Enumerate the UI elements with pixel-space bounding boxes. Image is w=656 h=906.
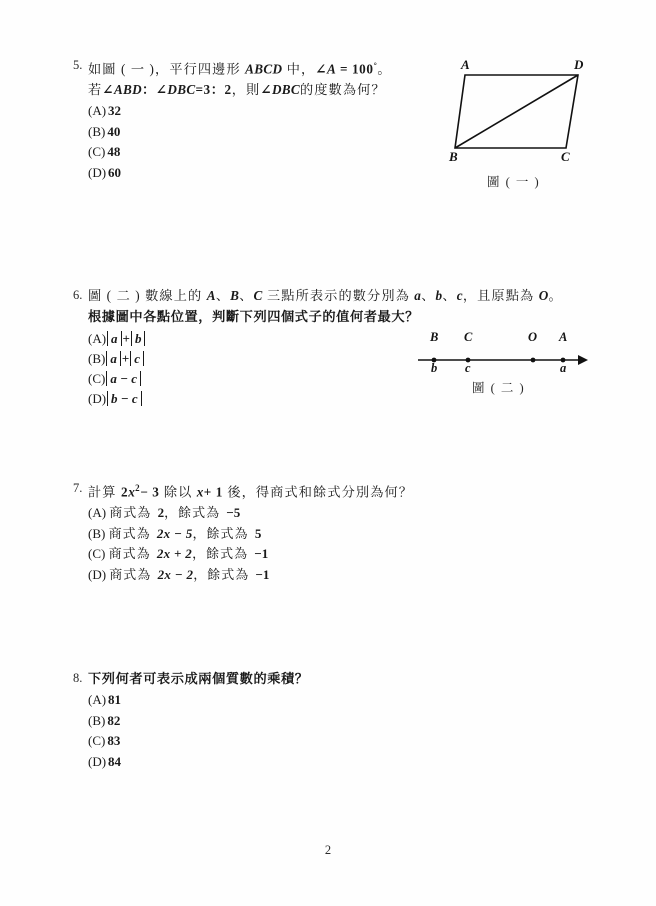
q7-var-x-2: x: [196, 484, 204, 500]
option-label: (D): [88, 566, 107, 582]
q6-value-b: b: [435, 288, 443, 303]
option-label: (D): [88, 391, 107, 406]
option-text-prefix: 商式為: [109, 566, 156, 582]
question-8-options: [88, 690, 442, 772]
q5-ratio-colon: ：: [141, 82, 156, 98]
option-label: (C): [88, 371, 106, 386]
q6-value-a: a: [414, 288, 422, 303]
q7-coefficient: 2: [120, 484, 129, 500]
option-quotient: 2x − 2: [157, 566, 194, 582]
question-5-stem-line-1: [88, 55, 442, 79]
option-row[interactable]: [88, 503, 462, 524]
question-8-stem: 下列何者可表示成兩個質數的乘積？: [88, 671, 309, 686]
option-row[interactable]: [88, 565, 462, 586]
option-label: (C): [88, 144, 106, 160]
question-6-stem-line-2: 根據圖中各點位置，判斷下列四個式子的值何者最大？: [88, 309, 419, 324]
q6-point-b: B: [230, 288, 240, 303]
option-label: (B): [88, 712, 106, 728]
q6-origin-o: O: [538, 288, 549, 303]
option-row[interactable]: [88, 731, 442, 752]
option-row[interactable]: [88, 524, 462, 545]
question-8-body: [88, 668, 442, 772]
page-number: 2: [324, 843, 332, 857]
q7-exponent: 2: [135, 483, 141, 493]
q5-l2-text-2: ，則: [231, 82, 261, 98]
q6-l1-end: 。: [548, 288, 563, 303]
figure-2-caption: 圖 ( 二 ): [472, 381, 526, 395]
question-5-body: [88, 55, 442, 183]
number-line-lower-label-b: b: [431, 361, 438, 375]
option-quotient: 2x + 2: [156, 546, 193, 562]
option-label: (B): [88, 351, 106, 366]
q5-var-dbc-1: DBC: [167, 82, 196, 98]
option-operator: +: [121, 351, 130, 366]
option-label: (B): [88, 123, 106, 139]
option-label: (C): [88, 733, 106, 748]
q5-l2-text-1: 若: [88, 82, 103, 98]
q6-sep-1: 、: [215, 288, 231, 303]
option-value: 40: [107, 123, 121, 139]
question-7: [62, 478, 462, 585]
option-value: 83: [107, 733, 121, 748]
q6-point-c: C: [253, 288, 263, 303]
vertex-label-c: C: [561, 149, 570, 164]
abs-term: b − c: [107, 391, 142, 406]
option-row[interactable]: [88, 752, 442, 773]
q6-sep-3: 、: [421, 288, 436, 303]
q5-var-dbc-2: DBC: [271, 82, 300, 98]
q7-expr-rest-1: − 3: [140, 484, 160, 500]
question-6-stem-line-1: [88, 285, 563, 306]
option-text-mid: ，餘式為: [192, 525, 253, 541]
question-7-stem: [88, 478, 462, 502]
q5-angle-symbol-3: ∠: [155, 82, 168, 98]
q5-var-abcd: ABCD: [245, 61, 283, 77]
option-label: (C): [88, 546, 106, 562]
q5-angle-symbol-4: ∠: [260, 82, 272, 98]
number-line-lower-label-a: a: [560, 361, 567, 375]
q6-sep-4: 、: [442, 288, 457, 303]
question-5: [62, 55, 442, 183]
option-remainder: 5: [254, 525, 262, 541]
question-7-number: 7.: [73, 481, 83, 495]
option-text-prefix: 商式為: [108, 546, 155, 562]
option-remainder: −5: [226, 505, 241, 521]
option-value: 82: [107, 712, 121, 728]
q5-var-a: A: [326, 61, 337, 77]
question-8-number: 8.: [73, 671, 83, 685]
option-text-prefix: 商式為: [109, 505, 156, 521]
question-5-stem-line-2: [88, 79, 442, 100]
option-operator: +: [122, 331, 130, 346]
option-quotient: 2x − 5: [156, 525, 193, 541]
q6-l1-text-2: 三點所表示的數分別為: [262, 288, 415, 303]
option-quotient: 2: [157, 505, 165, 521]
figure-1-parallelogram: [440, 55, 610, 200]
option-text-prefix: 商式為: [108, 525, 155, 541]
q7-text-1: 計算: [88, 484, 121, 500]
q6-point-a: A: [206, 288, 216, 303]
option-label: (A): [88, 692, 107, 707]
vertex-label-a: A: [461, 57, 470, 72]
abs-term: b: [131, 331, 146, 346]
option-value: 48: [107, 144, 121, 160]
number-line-lower-label-c: c: [465, 361, 471, 375]
question-6: [62, 285, 563, 409]
abs-term: a − c: [106, 371, 141, 386]
number-line-upper-label-a: A: [559, 330, 568, 344]
q5-stem-text-2: 中，: [282, 61, 316, 77]
option-text-mid: ，餘式為: [193, 566, 254, 582]
vertex-label-b: B: [449, 149, 458, 164]
option-label: (B): [88, 525, 106, 541]
number-line-upper-label-c: C: [464, 330, 473, 344]
number-line-upper-label-o: O: [528, 330, 538, 344]
option-row[interactable]: [88, 711, 442, 732]
option-row[interactable]: [88, 544, 462, 565]
question-7-options: [88, 503, 462, 585]
q5-stem-text-1: 如圖 ( 一 )，平行四邊形: [88, 61, 246, 77]
point-o-dot: [531, 358, 536, 363]
q7-text-2: 除以: [159, 484, 197, 500]
q5-angle-symbol-1: ∠: [315, 61, 327, 77]
option-text-mid: ，餘式為: [192, 546, 253, 562]
option-label: (A): [88, 331, 107, 346]
abs-term: a: [106, 351, 121, 366]
number-line-svg: [410, 338, 600, 383]
degree-icon: °: [373, 61, 378, 70]
figure-2-number-line: [410, 330, 600, 400]
vertex-label-d: D: [574, 57, 584, 72]
option-label: (A): [88, 103, 107, 119]
question-8: [62, 668, 442, 772]
option-remainder: −1: [254, 546, 269, 562]
q5-stem-end-1: 。: [377, 61, 392, 77]
q7-var-x-1: x: [128, 484, 136, 500]
option-value: 60: [108, 164, 122, 180]
option-text-mid: ，餘式為: [164, 505, 225, 521]
option-value: 84: [108, 753, 122, 769]
question-7-body: [88, 478, 462, 585]
q7-text-3: 後，得商式和餘式分別為何？: [222, 484, 414, 500]
q5-l2-text-3: 的度數為何？: [299, 82, 386, 98]
question-5-number: 5.: [73, 58, 83, 72]
q5-angle-symbol-2: ∠: [102, 82, 114, 98]
question-5-options: [88, 101, 442, 183]
option-label: (A): [88, 505, 107, 521]
option-label: (D): [88, 164, 107, 180]
q6-l1-text-1: 圖 ( 二 ) 數線上的: [88, 288, 207, 303]
q5-equals-1: =: [336, 61, 352, 77]
q6-l1-text-3: ，且原點為: [462, 288, 539, 303]
option-row[interactable]: [88, 690, 442, 711]
option-row[interactable]: [88, 142, 442, 163]
q5-ratio-value: =3：2: [195, 82, 232, 98]
q6-sep-2: 、: [239, 288, 254, 303]
figure-1-caption: 圖 ( 一 ): [487, 175, 541, 189]
option-row[interactable]: [88, 163, 442, 184]
abs-term: c: [130, 351, 144, 366]
question-6-number: 6.: [73, 288, 83, 302]
option-label: (D): [88, 753, 107, 769]
option-value: 32: [108, 103, 122, 119]
option-row[interactable]: [88, 101, 442, 122]
q6-value-c: c: [456, 288, 463, 303]
q5-var-abd: ABD: [113, 82, 142, 98]
number-line-upper-label-b: B: [430, 330, 439, 344]
abs-term: a: [107, 331, 122, 346]
option-value: 81: [108, 692, 122, 707]
option-remainder: −1: [255, 566, 270, 582]
q5-value-100: 100: [351, 61, 374, 77]
option-row[interactable]: [88, 122, 442, 143]
q7-expr-rest-2: + 1: [203, 484, 223, 500]
